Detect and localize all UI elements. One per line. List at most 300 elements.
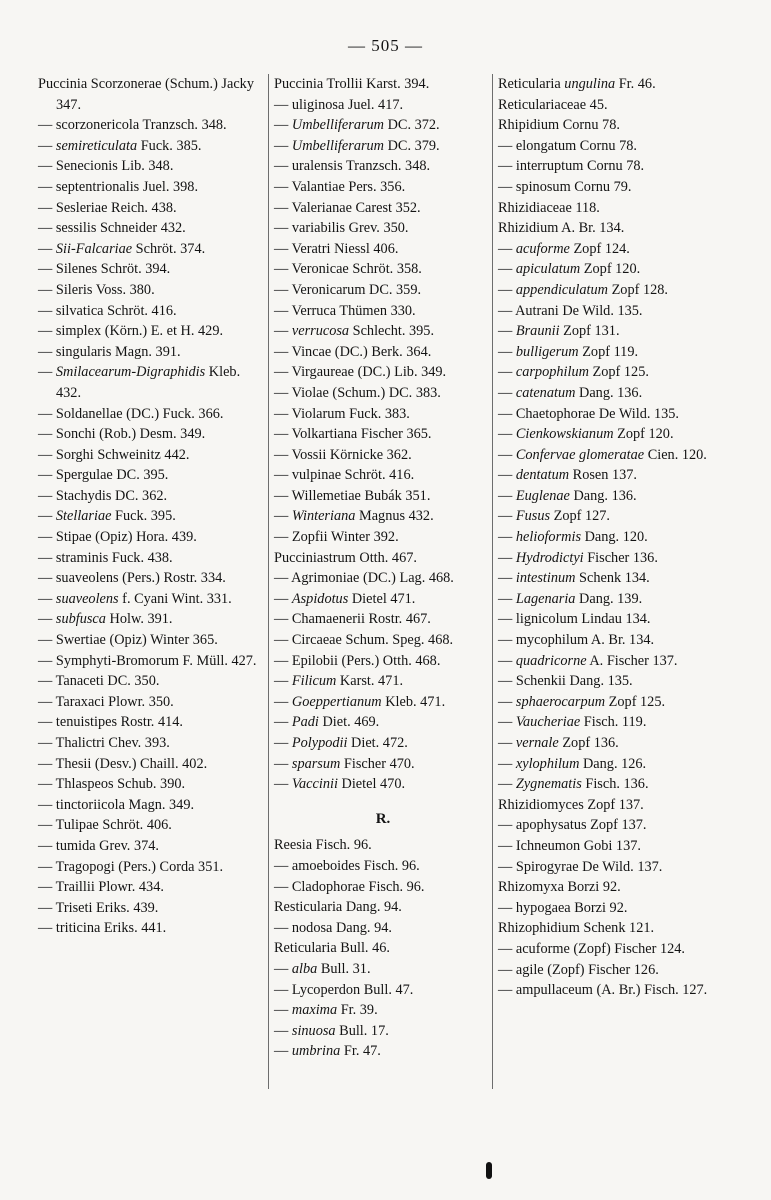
index-entry <box>274 651 492 672</box>
entry-text: — mycophilum A. Br. 134. <box>498 632 655 649</box>
index-entry <box>38 115 263 136</box>
entry-italic-name: maxima <box>291 1002 338 1019</box>
column-divider <box>492 74 493 1089</box>
entry-text: Rhizophidium Schenk 121. <box>498 920 655 937</box>
entry-text: — Valerianae Carest 352. <box>274 199 421 216</box>
entry-text: — acuforme (Zopf) Fischer 124. <box>498 940 685 957</box>
entry-text: — sessilis Schneider 432. <box>38 220 186 237</box>
index-entry <box>274 938 492 959</box>
entry-text: — suaveolens (Pers.) Rostr. 334. <box>38 570 226 587</box>
entry-text: Dang. 126. <box>579 755 647 772</box>
entry-text: — <box>498 384 516 401</box>
entry-italic-name: acuforme <box>515 240 570 257</box>
index-entry <box>38 280 263 301</box>
index-entry <box>274 280 492 301</box>
entry-italic-name: Cienkowskianum <box>515 426 614 443</box>
entry-text: — Violae (Schum.) DC. 383. <box>274 384 441 401</box>
entry-text: — Volkartiana Fischer 365. <box>274 426 432 443</box>
entry-text: — Veronicarum DC. 359. <box>274 281 422 298</box>
index-entry <box>274 712 492 733</box>
entry-text: — Symphyti-Bromorum F. Müll. 427. <box>38 652 257 669</box>
entry-italic-name: Zygnematis <box>515 776 582 793</box>
entry-text: — Spirogyrae De Wild. 137. <box>498 858 663 875</box>
entry-text: Karst. 471. <box>336 673 404 690</box>
entry-text: — amoeboides Fisch. 96. <box>274 857 420 874</box>
entry-italic-name: Umbelliferarum <box>291 137 385 154</box>
index-entry <box>274 733 492 754</box>
index-entry <box>498 795 728 816</box>
index-entry <box>274 218 492 239</box>
entry-text: — Stachydis DC. 362. <box>38 487 168 504</box>
entry-text: Dang. 136. <box>569 487 637 504</box>
entry-text: A. Fischer 137. <box>586 652 678 669</box>
entry-text: — tumida Grev. 374. <box>38 837 159 854</box>
index-entry <box>498 136 728 157</box>
index-entry <box>38 651 263 672</box>
entry-text: Zopf 136. <box>558 735 619 751</box>
entry-italic-name: catenatum <box>515 384 576 401</box>
index-entry <box>498 259 728 280</box>
entry-text: — <box>498 693 516 710</box>
entry-text: Zopf 120. <box>580 261 641 278</box>
index-entry <box>274 465 492 486</box>
entry-text: — Verruca Thümen 330. <box>274 302 416 319</box>
entry-italic-name: alba <box>291 960 318 977</box>
index-entry <box>274 589 492 610</box>
index-entry <box>498 589 728 610</box>
entry-italic-name: Vaucheriae <box>515 714 581 731</box>
index-entry <box>498 198 728 219</box>
entry-text: — <box>274 590 292 607</box>
entry-text: Fr. 46. <box>615 76 656 92</box>
entry-text: Dang. 136. <box>575 384 643 401</box>
index-entry <box>38 548 263 569</box>
entry-italic-name: Braunii <box>515 323 560 340</box>
entry-italic-name: sparsum <box>291 755 341 772</box>
index-entry <box>38 630 263 651</box>
entry-text: — Valantiae Pers. 356. <box>274 178 406 195</box>
index-entry <box>274 445 492 466</box>
entry-text: — Virgaureae (DC.) Lib. 349. <box>274 364 447 381</box>
entry-italic-name: Sii-Falcariae <box>55 240 133 257</box>
entry-text: Zopf 119. <box>578 343 639 360</box>
entry-text: — Swertiae (Opiz) Winter 365. <box>38 632 218 649</box>
entry-text: — <box>274 1002 292 1019</box>
entry-text: Diet. 472. <box>347 735 408 751</box>
index-entry <box>274 856 492 877</box>
index-entry <box>498 239 728 260</box>
entry-text: — Triseti Eriks. 439. <box>38 899 159 916</box>
index-entry <box>38 301 263 322</box>
entry-text: Rosen 137. <box>569 467 638 484</box>
entry-italic-name: ungulina <box>564 76 616 92</box>
entry-text: — silvatica Schröt. 416. <box>38 302 177 319</box>
entry-text: DC. 372. <box>384 117 440 134</box>
entry-text: — vulpinae Schröt. 416. <box>274 467 415 484</box>
entry-text: Fuck. 395. <box>111 508 176 525</box>
index-entry <box>498 506 728 527</box>
entry-text: — Soldanellae (DC.) Fuck. 366. <box>38 405 224 422</box>
index-entry <box>38 156 263 177</box>
entry-text: — singularis Magn. 391. <box>38 343 181 360</box>
index-entry <box>498 527 728 548</box>
entry-text: — <box>498 343 516 360</box>
index-entry <box>38 692 263 713</box>
entry-text: Zopf 131. <box>559 323 620 340</box>
entry-italic-name: Vaccinii <box>291 776 338 793</box>
entry-text: Zopf 127. <box>550 508 611 525</box>
entry-text: Zopf 124. <box>569 240 630 257</box>
index-entry <box>498 980 728 1001</box>
entry-text: — tinctoriicola Magn. 349. <box>38 796 195 813</box>
index-entry <box>274 754 492 775</box>
entry-text: — Circaeae Schum. Speg. 468. <box>274 632 454 649</box>
entry-italic-name: Confervae glomeratae <box>515 446 645 463</box>
index-entry <box>38 918 263 939</box>
index-entry <box>498 548 728 569</box>
entry-text: — <box>38 611 56 628</box>
index-entry <box>274 239 492 260</box>
index-entry <box>38 465 263 486</box>
index-entry <box>274 156 492 177</box>
index-entry <box>274 95 492 116</box>
index-entry <box>274 548 492 569</box>
entry-text: — Senecionis Lib. 348. <box>38 158 174 175</box>
entry-text: — Ichneumon Gobi 137. <box>498 837 641 854</box>
index-entry <box>274 1041 492 1062</box>
index-entry <box>274 136 492 157</box>
index-entry <box>498 486 728 507</box>
entry-text: Zopf 125. <box>588 364 649 381</box>
entry-text: — Epilobii (Pers.) Otth. 468. <box>274 652 441 669</box>
index-entry <box>274 671 492 692</box>
entry-text: Diet. 469. <box>318 714 380 731</box>
entry-text: Reticularia <box>498 76 565 92</box>
index-entry <box>38 857 263 878</box>
index-entry <box>274 424 492 445</box>
entry-text: — Autrani De Wild. 135. <box>498 302 643 319</box>
entry-text: f. Cyani Wint. 331. <box>118 590 232 607</box>
entry-text: — agile (Zopf) Fischer 126. <box>498 961 659 978</box>
entry-text: Dang. 120. <box>581 529 648 546</box>
index-entry <box>498 918 728 939</box>
entry-text: — <box>38 364 56 381</box>
entry-text: Fuck. 385. <box>137 137 202 154</box>
index-entry <box>38 506 263 527</box>
index-entry <box>498 960 728 981</box>
index-entry <box>274 835 492 856</box>
entry-text: — <box>274 137 292 154</box>
entry-italic-name: Padi <box>291 714 319 731</box>
entry-text: Schlecht. 395. <box>349 323 435 340</box>
entry-text: — scorzonericola Tranzsch. 348. <box>38 117 227 134</box>
entry-text: — spinosum Cornu 79. <box>498 178 632 195</box>
index-entry <box>38 568 263 589</box>
index-entry <box>38 424 263 445</box>
entry-text: — Tulipae Schröt. 406. <box>38 817 172 834</box>
column-divider <box>268 74 269 1089</box>
index-entry <box>38 836 263 857</box>
index-entry <box>498 321 728 342</box>
entry-text: Kleb. 432. <box>56 364 241 401</box>
entry-text: — Sonchi (Rob.) Desm. 349. <box>38 426 206 443</box>
entry-text: Fr. 47. <box>340 1043 381 1060</box>
entry-text: — <box>498 467 516 484</box>
index-entry <box>38 589 263 610</box>
entry-text: — <box>498 549 516 566</box>
entry-text: — <box>498 755 516 772</box>
entry-text: — variabilis Grev. 350. <box>274 220 409 237</box>
entry-text: Rhizomyxa Borzi 92. <box>498 879 621 896</box>
index-entry <box>498 651 728 672</box>
entry-text: — lignicolum Lindau 134. <box>498 611 651 628</box>
index-entry <box>274 1021 492 1042</box>
entry-italic-name: sphaerocarpum <box>515 693 606 710</box>
entry-italic-name: Hydrodictyi <box>515 549 584 566</box>
index-entry <box>274 342 492 363</box>
index-entry <box>274 404 492 425</box>
index-entry <box>38 486 263 507</box>
entry-text: — Zopfii Winter 392. <box>274 529 399 546</box>
entry-text: — <box>274 508 292 525</box>
index-entry <box>498 898 728 919</box>
entry-text: Holw. 391. <box>105 611 173 628</box>
index-column-3 <box>498 74 728 1001</box>
entry-text: — <box>38 590 56 607</box>
index-entry <box>274 980 492 1001</box>
entry-text: Rhizidium A. Br. 134. <box>498 220 625 237</box>
entry-text: — <box>498 529 516 546</box>
entry-text: — Cladophorae Fisch. 96. <box>274 878 425 895</box>
index-entry <box>274 609 492 630</box>
index-entry <box>274 383 492 404</box>
entry-text: Bull. 17. <box>335 1022 389 1039</box>
index-entry <box>498 115 728 136</box>
section-heading: R. <box>375 810 391 827</box>
index-entry <box>498 424 728 445</box>
entry-text: Rhipidium Cornu 78. <box>498 117 620 134</box>
entry-text: Zopf 128. <box>608 281 668 298</box>
entry-text: — <box>498 240 516 257</box>
entry-text: — Thlaspeos Schub. 390. <box>38 776 186 793</box>
entry-text: — <box>498 508 516 525</box>
index-entry <box>38 321 263 342</box>
entry-text: — <box>274 673 292 690</box>
entry-text: Fisch. 136. <box>581 776 649 793</box>
index-entry <box>274 506 492 527</box>
entry-text: — <box>498 446 516 463</box>
entry-text: — <box>38 137 56 154</box>
entry-text: — elongatum Cornu 78. <box>498 137 637 154</box>
index-entry <box>498 177 728 198</box>
index-entry <box>498 280 728 301</box>
entry-text: Fischer 136. <box>583 549 658 566</box>
entry-italic-name: Umbelliferarum <box>291 117 385 134</box>
entry-text: Puccinia Scorzonerae (Schum.) Jacky 347. <box>38 76 254 113</box>
entry-italic-name: Euglenae <box>515 487 570 504</box>
index-entry <box>498 692 728 713</box>
entry-text: — Silenes Schröt. 394. <box>38 261 171 278</box>
entry-text: — Chaetophorae De Wild. 135. <box>498 405 680 422</box>
entry-text: — Violarum Fuck. 383. <box>274 405 410 422</box>
entry-text: Reesia Fisch. 96. <box>274 837 372 854</box>
index-entry <box>274 486 492 507</box>
entry-italic-name: xylophilum <box>515 755 580 772</box>
index-entry <box>498 774 728 795</box>
entry-text: Zopf 125. <box>605 693 666 710</box>
entry-text: — straminis Fuck. 438. <box>38 549 173 566</box>
entry-text: Dietel 471. <box>348 590 416 607</box>
index-entry <box>38 177 263 198</box>
index-entry <box>498 156 728 177</box>
index-entry <box>38 74 263 115</box>
index-entry <box>498 465 728 486</box>
entry-italic-name: semireticulata <box>55 137 138 154</box>
entry-text: — <box>498 570 516 587</box>
entry-text: — ampullaceum (A. Br.) Fisch. 127. <box>498 982 708 999</box>
entry-italic-name: suaveolens <box>55 590 119 607</box>
entry-text: — <box>498 776 516 793</box>
entry-text: Reticularia Bull. 46. <box>274 940 390 957</box>
entry-text: — <box>498 261 516 278</box>
entry-italic-name: quadricorne <box>515 652 587 669</box>
entry-italic-name: intestinum <box>515 570 576 587</box>
entry-text: — triticina Eriks. 441. <box>38 920 167 937</box>
index-entry <box>38 136 263 157</box>
entry-text: — Thesii (Desv.) Chaill. 402. <box>38 755 208 772</box>
entry-italic-name: subfusca <box>55 611 106 628</box>
entry-text: — <box>498 281 516 298</box>
entry-italic-name: dentatum <box>515 467 570 484</box>
entry-text: — nodosa Dang. 94. <box>274 919 392 936</box>
entry-text: — Vincae (DC.) Berk. 364. <box>274 343 432 360</box>
entry-text: Magnus 432. <box>355 508 434 525</box>
index-entry <box>498 857 728 878</box>
index-entry <box>498 609 728 630</box>
entry-text: — septentrionalis Juel. 398. <box>38 178 199 195</box>
entry-italic-name: verrucosa <box>291 323 350 340</box>
index-entry <box>274 301 492 322</box>
index-entry <box>38 898 263 919</box>
entry-text: — Schenkii Dang. 135. <box>498 673 633 690</box>
index-entry <box>274 1000 492 1021</box>
entry-text: — Willemetiae Bubák 351. <box>274 487 431 504</box>
entry-text: Dang. 139. <box>575 590 643 607</box>
entry-text: — Chamaenerii Rostr. 467. <box>274 611 431 628</box>
index-entry <box>38 259 263 280</box>
entry-text: Reticulariaceae 45. <box>498 96 608 113</box>
index-entry <box>498 362 728 383</box>
entry-text: Dietel 470. <box>337 776 406 793</box>
index-entry <box>498 939 728 960</box>
entry-text: — <box>274 755 292 772</box>
entry-text: — <box>498 714 516 731</box>
index-entry <box>38 218 263 239</box>
entry-text: Schenk 134. <box>575 570 650 587</box>
index-entry <box>38 754 263 775</box>
index-entry <box>274 362 492 383</box>
entry-text: Fischer 470. <box>340 755 415 772</box>
index-entry <box>38 671 263 692</box>
entry-italic-name: Stellariae <box>55 508 112 525</box>
entry-text: Resticularia Dang. 94. <box>274 899 402 916</box>
index-entry <box>498 218 728 239</box>
entry-text: — Veratri Niessl 406. <box>274 240 399 257</box>
entry-italic-name: Fusus <box>515 508 551 525</box>
entry-text: Fisch. 119. <box>580 714 647 731</box>
index-entry <box>274 959 492 980</box>
index-entry <box>38 795 263 816</box>
index-entry <box>38 733 263 754</box>
entry-text: — <box>498 426 516 443</box>
index-entry <box>498 74 728 95</box>
index-entry <box>274 527 492 548</box>
index-column-1 <box>38 74 263 939</box>
entry-text: — Taraxaci Plowr. 350. <box>38 693 174 710</box>
entry-text: — uralensis Tranzsch. 348. <box>274 158 431 175</box>
entry-italic-name: bulligerum <box>515 343 579 360</box>
entry-text: — <box>274 960 292 977</box>
index-entry <box>498 404 728 425</box>
entry-text: — <box>274 1022 292 1039</box>
entry-text: Rhizidiaceae 118. <box>498 199 600 216</box>
index-entry <box>498 712 728 733</box>
entry-text: — Tragopogi (Pers.) Corda 351. <box>38 858 224 875</box>
index-entry <box>38 712 263 733</box>
index-entry <box>38 609 263 630</box>
entry-text: — hypogaea Borzi 92. <box>498 899 628 916</box>
entry-text: — Traillii Plowr. 434. <box>38 879 164 896</box>
index-entry <box>274 115 492 136</box>
index-entry <box>38 774 263 795</box>
entry-text: Pucciniastrum Otth. 467. <box>274 549 417 566</box>
index-entry <box>498 445 728 466</box>
index-entry <box>38 527 263 548</box>
entry-text: — <box>498 735 516 751</box>
index-entry <box>498 877 728 898</box>
index-entry <box>274 774 492 795</box>
index-entry <box>38 362 263 403</box>
index-entry <box>274 630 492 651</box>
entry-text: — <box>498 590 516 607</box>
index-entry <box>38 404 263 425</box>
entry-text: Zopf 120. <box>613 426 674 443</box>
index-entry <box>274 877 492 898</box>
entry-italic-name: Polypodii <box>291 735 348 751</box>
entry-text: — Thalictri Chev. 393. <box>38 735 170 751</box>
entry-text: Puccinia Trollii Karst. 394. <box>274 76 430 92</box>
index-entry <box>498 815 728 836</box>
entry-text: Rhizidiomyces Zopf 137. <box>498 796 644 813</box>
entry-italic-name: Goeppertianum <box>291 693 382 710</box>
entry-text: — tenuistipes Rostr. 414. <box>38 714 183 731</box>
index-entry <box>38 198 263 219</box>
index-entry <box>274 177 492 198</box>
index-entry <box>38 877 263 898</box>
entry-text: — <box>498 652 516 669</box>
entry-italic-name: Filicum <box>291 673 337 690</box>
entry-italic-name: apiculatum <box>515 261 581 278</box>
index-entry <box>498 342 728 363</box>
index-entry <box>38 815 263 836</box>
entry-text: — Spergulae DC. 395. <box>38 467 169 484</box>
entry-italic-name: vernale <box>515 735 559 751</box>
index-entry <box>498 568 728 589</box>
entry-text: — <box>274 735 292 751</box>
entry-text: — Sorghi Schweinitz 442. <box>38 446 190 463</box>
entry-text: — <box>274 776 292 793</box>
index-entry <box>498 754 728 775</box>
